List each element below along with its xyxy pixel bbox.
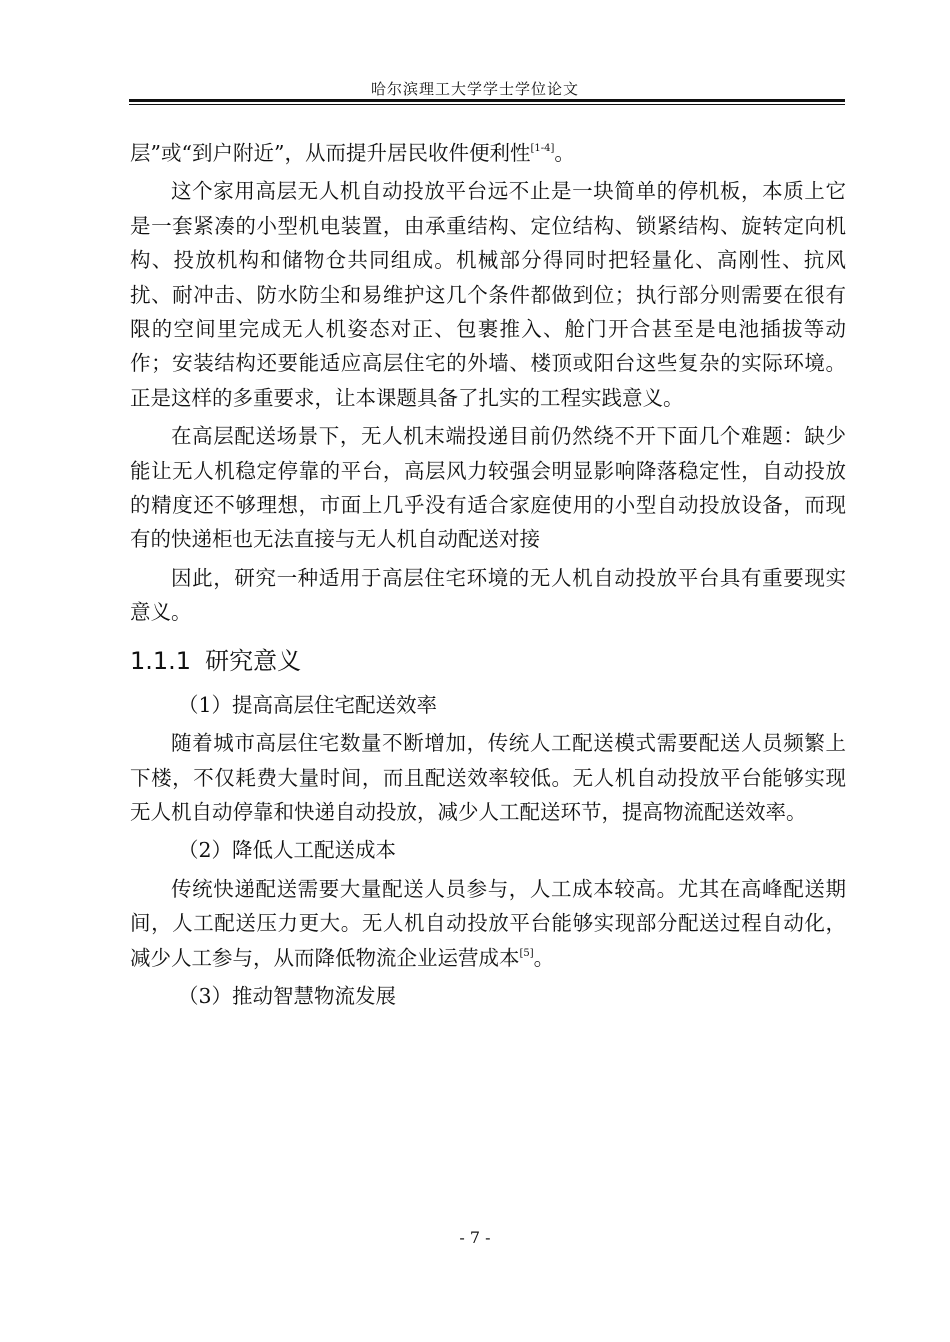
body-paragraph: 传统快递配送需要大量配送人员参与，人工成本较高。尤其在高峰配送期间，人工配送压力更大。无人机自动投放平台能够实现部分配送过程自动化，减少人工参与，从而降低物流企业运营成本[5]。 bbox=[130, 876, 846, 970]
section-heading bbox=[130, 644, 846, 678]
header-rule-thin bbox=[129, 104, 845, 105]
body-paragraph: 因此，研究一种适用于高层住宅环境的无人机自动投放平台具有重要现实意义。 bbox=[130, 565, 846, 625]
body-paragraph: 随着城市高层住宅数量不断增加，传统人工配送模式需要配送人员频繁上下楼，不仅耗费大量时间，而且配送效率较低。无人机自动投放平台能够实现无人机自动停靠和快递自动投放，减少人工配送环节，提高物流配送效率。 bbox=[130, 731, 846, 824]
page-number: - 7 - bbox=[459, 1228, 491, 1247]
section-number: 1.1.1 bbox=[130, 646, 192, 675]
body-paragraph: 在高层配送场景下，无人机末端投递目前仍然绕不开下面几个难题：缺少能让无人机稳定停靠的平台，高层风力较强会明显影响降落稳定性，自动投放的精度还不够理想，市面上几乎没有适合家庭使用的小型自动投放设备，而现有的快递柜也无法直接与无人机自动配送对接 bbox=[130, 424, 846, 552]
body-paragraph: 这个家用高层无人机自动投放平台远不止是一块简单的停机板，本质上它是一套紧凑的小型机电装置，由承重结构、定位结构、锁紧结构、旋转定向机构、投放机构和储物仓共同组成。机械部分得同时把轻量化、高刚性、抗风扰、耐冲击、防水防尘和易维护这几个条件都做到位；执行部分则需要在很有限的空间里完成无人机姿态对正、包裹推入、舱门开合甚至是电池插拔等动作；安装结构还要能适应高层住宅的外墙、楼顶或阳台这些复杂的实际环境。正是这样的多重要求，让本课题具备了扎实的工程实践意义。 bbox=[130, 179, 846, 410]
item-label: （3）推动智慧物流发展 bbox=[178, 983, 397, 1008]
item-label: （2）降低人工配送成本 bbox=[178, 838, 397, 863]
running-header: 哈尔滨理工大学学士学位论文 bbox=[370, 80, 579, 98]
item-label: （1）提高高层住宅配送效率 bbox=[178, 692, 438, 717]
citation: [1-4] bbox=[530, 143, 555, 154]
body-paragraph: 层”或“到户附近”，从而提升居民收件便利性[1-4]。 bbox=[130, 141, 575, 165]
page-body bbox=[130, 136, 846, 1013]
header-rule-thick bbox=[129, 99, 845, 102]
citation: [5] bbox=[519, 947, 534, 959]
section-title: 研究意义 bbox=[205, 646, 302, 675]
